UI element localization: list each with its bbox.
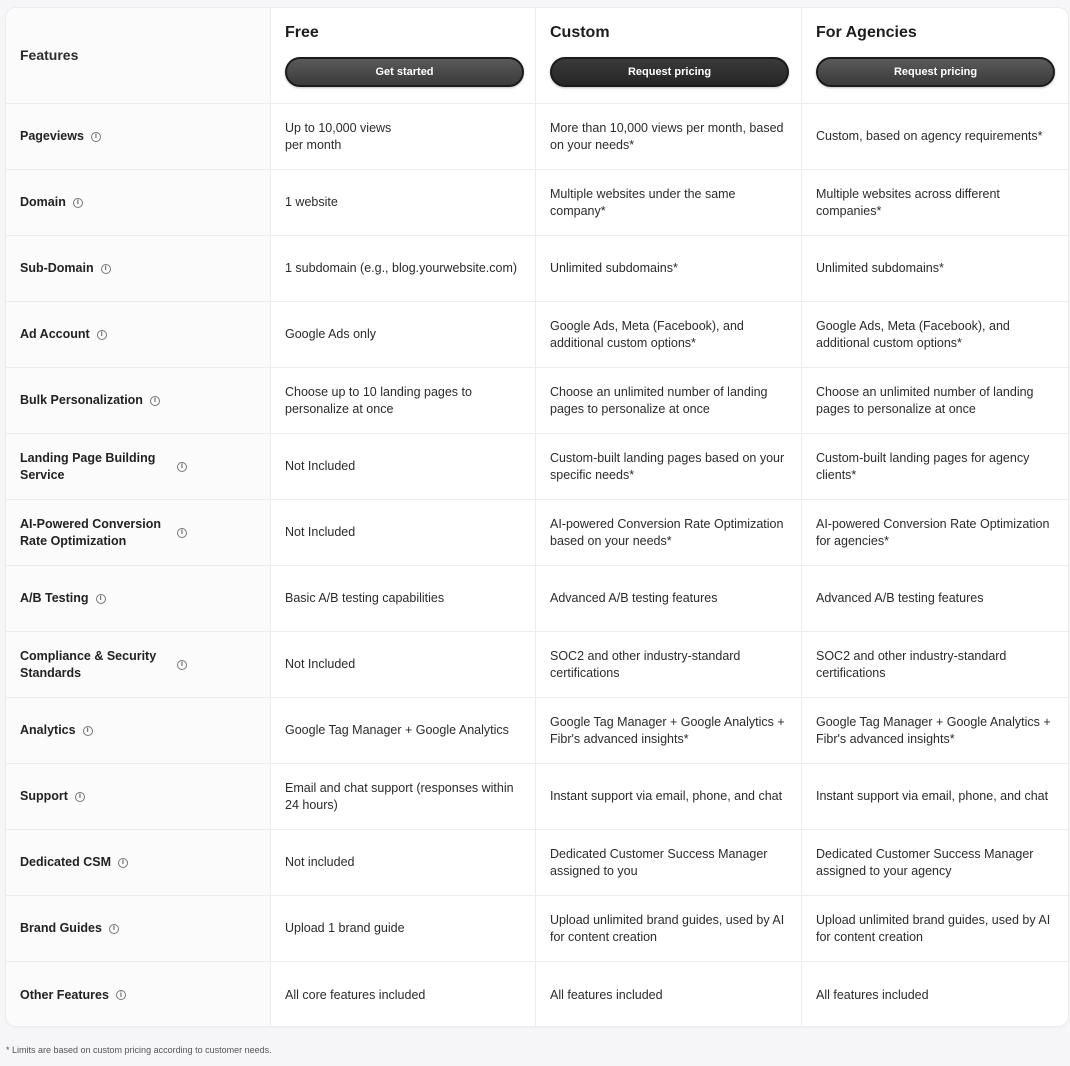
cell-text: Unlimited subdomains* [816,261,944,275]
cell-text: Instant support via email, phone, and chat [816,789,1049,803]
feature-cell-ad-account [6,302,271,368]
feature-label: Support [20,789,68,803]
value-cell-free [271,632,536,698]
feature-label: Landing Page Building Service [20,450,156,482]
cell-text: Dedicated Customer Success Manager assigned to you [550,846,768,878]
value-cell-agencies [802,632,1068,698]
info-icon[interactable]: i [177,528,187,538]
info-icon[interactable]: i [73,198,83,208]
cell-text: Advanced A/B testing features [816,591,984,605]
feature-cell-support [6,764,271,830]
feature-cell-bulk-personalization [6,368,271,434]
info-icon[interactable]: i [91,132,101,142]
cell-text: 1 website [285,195,338,209]
feature-cell-ai-powered-conversion-rate-optimization [6,500,271,566]
cell-text: SOC2 and other industry-standard certifications [816,648,1007,680]
cell-text: SOC2 and other industry-standard certifications [550,648,741,680]
value-cell-free [271,302,536,368]
value-cell-free [271,236,536,302]
feature-cell-landing-page-building-service [6,434,271,500]
cell-text: More than 10,000 views per month, based on your needs* [550,120,784,152]
cell-text: Email and chat support (responses within 24 hours) [285,780,514,812]
value-cell-free [271,896,536,962]
cell-text: Google Ads only [285,327,377,341]
feature-label: AI-Powered Conversion Rate Optimization [20,516,161,548]
value-cell-free [271,104,536,170]
features-header: Features [6,8,271,104]
feature-cell-pageviews [6,104,271,170]
value-cell-agencies [802,368,1068,434]
value-cell-agencies [802,962,1068,1026]
cell-text: Google Tag Manager + Google Analytics [285,723,509,737]
feature-label: Bulk Personalization [20,393,143,407]
request-pricing-custom-button[interactable]: Request pricing [550,57,789,87]
plan-name-free: Free [285,24,319,41]
info-icon[interactable]: i [177,660,187,670]
feature-cell-sub-domain [6,236,271,302]
value-cell-free [271,368,536,434]
plan-header-agencies [802,8,1068,104]
value-cell-custom [536,104,802,170]
cell-text: Google Ads, Meta (Facebook), and additional custom options* [816,318,1010,350]
get-started-button[interactable]: Get started [285,57,524,87]
cell-text: Upload unlimited brand guides, used by AI for content creation [816,912,1051,944]
request-pricing-agencies-button[interactable]: Request pricing [816,57,1055,87]
feature-label: Analytics [20,723,76,737]
cell-text: Dedicated Customer Success Manager assigned to your agency [816,846,1034,878]
value-cell-agencies [802,500,1068,566]
value-cell-custom [536,368,802,434]
value-cell-free [271,170,536,236]
value-cell-custom [536,764,802,830]
feature-cell-a-b-testing [6,566,271,632]
info-icon[interactable]: i [118,858,128,868]
feature-cell-brand-guides [6,896,271,962]
info-icon[interactable]: i [177,462,187,472]
cell-text: All features included [550,987,663,1002]
cell-text: Google Ads, Meta (Facebook), and additional custom options* [550,318,744,350]
value-cell-custom [536,236,802,302]
value-cell-free [271,500,536,566]
info-icon[interactable]: i [83,726,93,736]
plan-name-custom: Custom [550,24,610,41]
cell-text: Not included [285,855,355,869]
value-cell-custom [536,434,802,500]
value-cell-agencies [802,170,1068,236]
value-cell-free [271,566,536,632]
value-cell-agencies [802,764,1068,830]
value-cell-free [271,962,536,1026]
info-icon[interactable]: i [97,330,107,340]
value-cell-custom [536,830,802,896]
value-cell-agencies [802,566,1068,632]
cell-text: Not Included [285,459,356,473]
value-cell-custom [536,302,802,368]
value-cell-custom [536,632,802,698]
cell-text: Upload unlimited brand guides, used by AI for content creation [550,912,785,944]
value-cell-free [271,434,536,500]
value-cell-custom [536,698,802,764]
feature-cell-other-features [6,962,271,1026]
value-cell-agencies [802,698,1068,764]
cell-text: Advanced A/B testing features [550,591,718,605]
feature-label: Ad Account [20,327,90,341]
value-cell-agencies [802,236,1068,302]
cell-text: Upload 1 brand guide [285,921,405,935]
cell-text: All core features included [285,987,426,1002]
cell-text: 1 subdomain (e.g., blog.yourwebsite.com) [285,261,518,275]
value-cell-free [271,698,536,764]
cell-text: Custom-built landing pages based on your specific needs* [550,450,785,482]
pricing-comparison-table [6,8,1068,1026]
plan-header-custom [536,8,802,104]
value-cell-custom [536,962,802,1026]
cell-text: All features included [816,987,929,1002]
value-cell-agencies [802,830,1068,896]
value-cell-agencies [802,896,1068,962]
cell-text: Choose an unlimited number of landing pages to personalize at once [816,384,1034,416]
value-cell-custom [536,566,802,632]
feature-cell-compliance-security-standards [6,632,271,698]
cell-text: Custom, based on agency requirements* [816,129,1043,143]
value-cell-custom [536,170,802,236]
value-cell-agencies [802,302,1068,368]
cell-text: Not Included [285,657,356,671]
cell-text: AI-powered Conversion Rate Optimization based on your needs* [550,516,784,548]
info-icon[interactable]: i [96,594,106,604]
value-cell-free [271,830,536,896]
cell-text: Google Tag Manager + Google Analytics + Fibr's advanced insights* [816,714,1051,746]
cell-text: Custom-built landing pages for agency clients* [816,450,1030,482]
info-icon[interactable]: i [75,792,85,802]
feature-label: Pageviews [20,129,84,143]
value-cell-custom [536,500,802,566]
value-cell-custom [536,896,802,962]
cell-text: Google Tag Manager + Google Analytics + Fibr's advanced insights* [550,714,785,746]
cell-text: AI-powered Conversion Rate Optimization for agencies* [816,516,1050,548]
info-icon[interactable]: i [101,264,111,274]
cell-text: Multiple websites across different companies* [816,186,1000,218]
value-cell-agencies [802,434,1068,500]
info-icon[interactable]: i [150,396,160,406]
feature-label: Dedicated CSM [20,855,111,869]
cell-text: Choose up to 10 landing pages to personalize at once [285,384,472,416]
feature-label: Domain [20,195,66,209]
footnote: * Limits are based on custom pricing according to customer needs. [6,1045,272,1055]
feature-label: Brand Guides [20,921,102,935]
feature-cell-domain [6,170,271,236]
feature-cell-dedicated-csm [6,830,271,896]
cell-text: Up to 10,000 views per month [285,120,392,152]
feature-label: A/B Testing [20,591,89,605]
feature-label: Compliance & Security Standards [20,648,157,680]
feature-label: Other Features [20,987,109,1002]
cell-text: Multiple websites under the same company* [550,186,736,218]
cell-text: Unlimited subdomains* [550,261,678,275]
info-icon[interactable]: i [109,924,119,934]
pricing-comparison-card [6,8,1068,1026]
cell-text: Instant support via email, phone, and chat [550,789,783,803]
cell-text: Basic A/B testing capabilities [285,591,445,605]
info-icon[interactable]: i [116,990,126,1000]
plan-header-free [271,8,536,104]
value-cell-free [271,764,536,830]
cell-text: Not Included [285,525,356,539]
value-cell-agencies [802,104,1068,170]
feature-label: Sub-Domain [20,261,94,275]
plan-name-agencies: For Agencies [816,24,917,41]
cell-text: Choose an unlimited number of landing pages to personalize at once [550,384,768,416]
feature-cell-analytics [6,698,271,764]
